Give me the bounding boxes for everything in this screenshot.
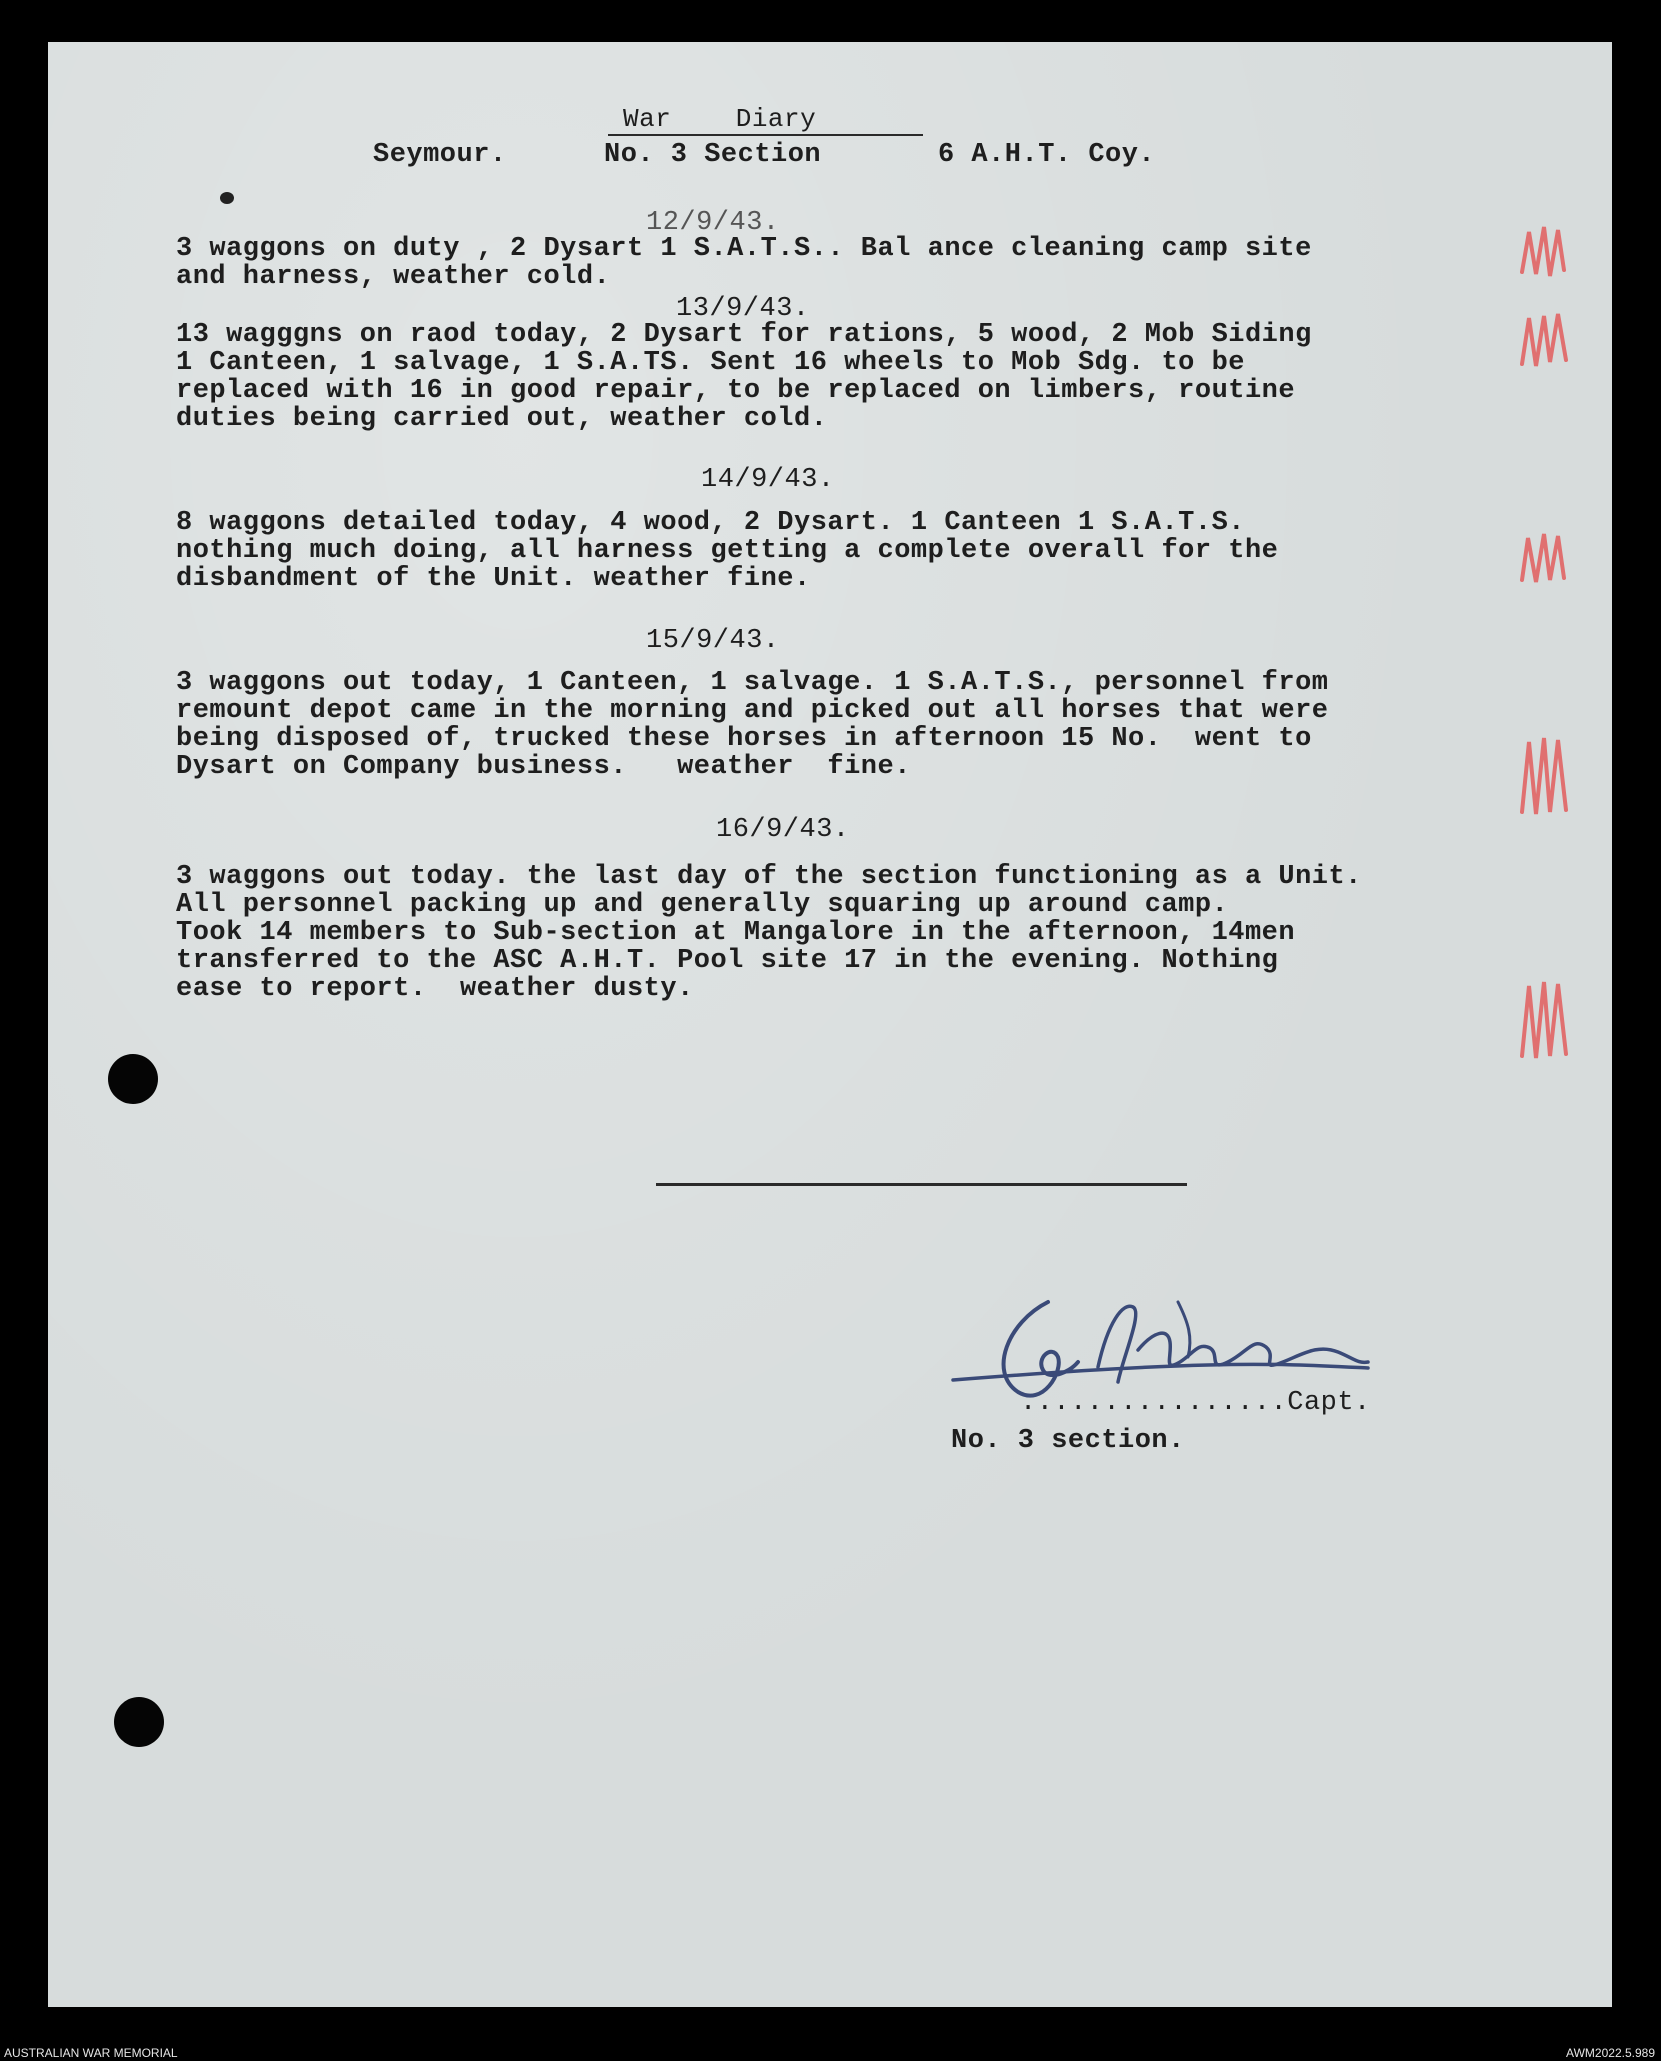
punch-hole-upper <box>108 1054 158 1104</box>
document-page <box>48 42 1612 2007</box>
ink-blot <box>220 192 234 204</box>
red-tick-mark <box>1514 520 1574 600</box>
entry-line: All personnel packing up and generally squaring up around camp. <box>176 890 1229 920</box>
red-tick-mark <box>1514 212 1574 292</box>
entry-line: 8 waggons detailed today, 4 wood, 2 Dysart. 1 Canteen 1 S.A.T.S. <box>176 508 1245 538</box>
entry-date: 12/9/43. <box>646 208 780 238</box>
entry-line: 3 waggons out today. the last day of the section functioning as a Unit. <box>176 862 1362 892</box>
company-label: 6 A.H.T. Coy. <box>938 140 1156 170</box>
entry-date: 13/9/43. <box>676 294 810 324</box>
entry-line: transferred to the ASC A.H.T. Pool site 17 in the evening. Nothing <box>176 946 1279 976</box>
entry-line: being disposed of, trucked these horses in afternoon 15 No. went to <box>176 724 1312 754</box>
entry-line: Took 14 members to Sub-section at Mangalore in the afternoon, 14men <box>176 918 1296 948</box>
archive-reference: AWM2022.5.989 <box>1566 2046 1655 2060</box>
signature-unit: No. 3 section. <box>951 1426 1185 1456</box>
section-label: No. 3 Section <box>604 140 822 170</box>
entry-line: replaced with 16 in good repair, to be replaced on limbers, routine <box>176 376 1296 406</box>
entry-date: 15/9/43. <box>646 626 780 656</box>
archive-credit: AUSTRALIAN WAR MEMORIAL <box>4 2046 178 2060</box>
entry-line: 3 waggons on duty , 2 Dysart 1 S.A.T.S.. Bal ance cleaning camp site <box>176 234 1312 264</box>
red-tick-mark <box>1514 966 1574 1076</box>
entry-line: and harness, weather cold. <box>176 262 611 292</box>
entry-line: ease to report. weather dusty. <box>176 974 694 1004</box>
red-tick-mark <box>1514 300 1574 380</box>
entry-line: Dysart on Company business. weather fine. <box>176 752 911 782</box>
entry-line: remount depot came in the morning and picked out all horses that were <box>176 696 1329 726</box>
entry-line: disbandment of the Unit. weather fine. <box>176 564 811 594</box>
punch-hole-lower <box>114 1697 164 1747</box>
entry-date: 14/9/43. <box>701 465 835 495</box>
red-tick-mark <box>1514 722 1574 832</box>
location-label: Seymour. <box>373 140 507 170</box>
signature-dots-rank: ................Capt. <box>1020 1388 1371 1418</box>
entry-line: nothing much doing, all harness getting a complete overall for the <box>176 536 1279 566</box>
entry-line: duties being carried out, weather cold. <box>176 404 828 434</box>
diary-title: War Diary <box>623 104 817 134</box>
end-of-entries-rule <box>656 1183 1187 1186</box>
entry-line: 1 Canteen, 1 salvage, 1 S.A.TS. Sent 16 wheels to Mob Sdg. to be <box>176 348 1245 378</box>
entry-date: 16/9/43. <box>716 815 850 845</box>
entry-line: 13 wagggns on raod today, 2 Dysart for rations, 5 wood, 2 Mob Siding <box>176 320 1312 350</box>
entry-line: 3 waggons out today, 1 Canteen, 1 salvage. 1 S.A.T.S., personnel from <box>176 668 1329 698</box>
title-underline <box>608 134 923 136</box>
